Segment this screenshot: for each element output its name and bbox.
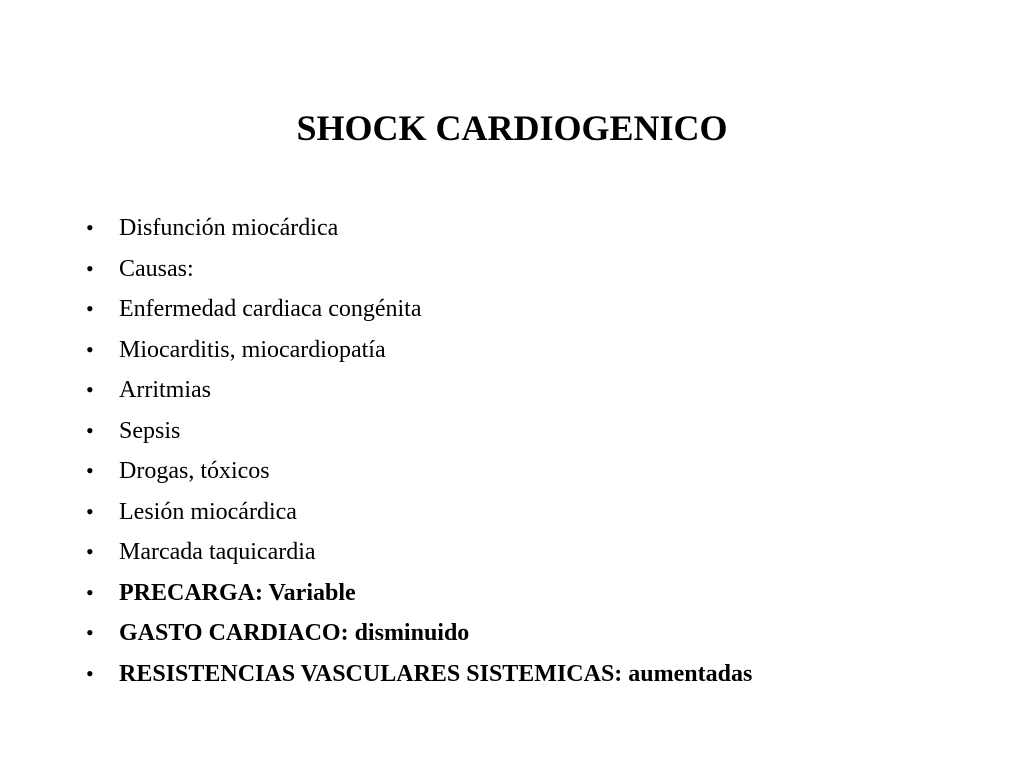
list-item: [86, 654, 986, 695]
bullet-icon: •: [86, 620, 94, 645]
list-item-text: Drogas, tóxicos: [119, 458, 270, 484]
list-item: [86, 208, 986, 249]
bullet-icon: •: [86, 296, 94, 321]
bullet-icon: •: [86, 417, 94, 443]
bullet-list: [86, 208, 986, 694]
list-item-text: GASTO CARDIACO: disminuido: [119, 620, 470, 646]
list-item: [86, 451, 986, 492]
list-item: [86, 289, 986, 330]
list-item: [86, 573, 986, 614]
list-item: [86, 330, 986, 371]
bullet-icon: •: [86, 498, 94, 524]
list-item: [86, 532, 986, 573]
list-item: [86, 492, 986, 533]
bullet-icon: •: [86, 660, 94, 686]
bullet-icon: •: [86, 377, 94, 402]
slide-title: SHOCK CARDIOGENICO: [296, 108, 728, 148]
list-item-text: Disfunción miocárdica: [119, 215, 339, 241]
bullet-icon: •: [86, 215, 94, 240]
list-item-text: Arritmias: [119, 377, 211, 403]
bullet-icon: •: [86, 539, 94, 564]
list-item-text: Miocarditis, miocardiopatía: [119, 336, 386, 363]
list-item: [86, 249, 986, 290]
list-item-text: Marcada taquicardia: [119, 539, 316, 565]
list-item: [86, 370, 986, 411]
list-item-text: Enfermedad cardiaca congénita: [119, 296, 422, 322]
list-item-text: Causas:: [119, 255, 194, 282]
list-item-text: Lesión miocárdica: [119, 498, 297, 525]
list-item-text: Sepsis: [119, 417, 181, 444]
list-item: [86, 411, 986, 452]
bullet-icon: •: [86, 255, 94, 281]
list-item-text: PRECARGA: Variable: [119, 579, 356, 606]
bullet-icon: •: [86, 579, 94, 605]
list-item: [86, 613, 986, 654]
bullet-icon: •: [86, 458, 94, 483]
list-item-text: RESISTENCIAS VASCULARES SISTEMICAS: aumentadas: [119, 660, 753, 687]
bullet-icon: •: [86, 336, 94, 362]
